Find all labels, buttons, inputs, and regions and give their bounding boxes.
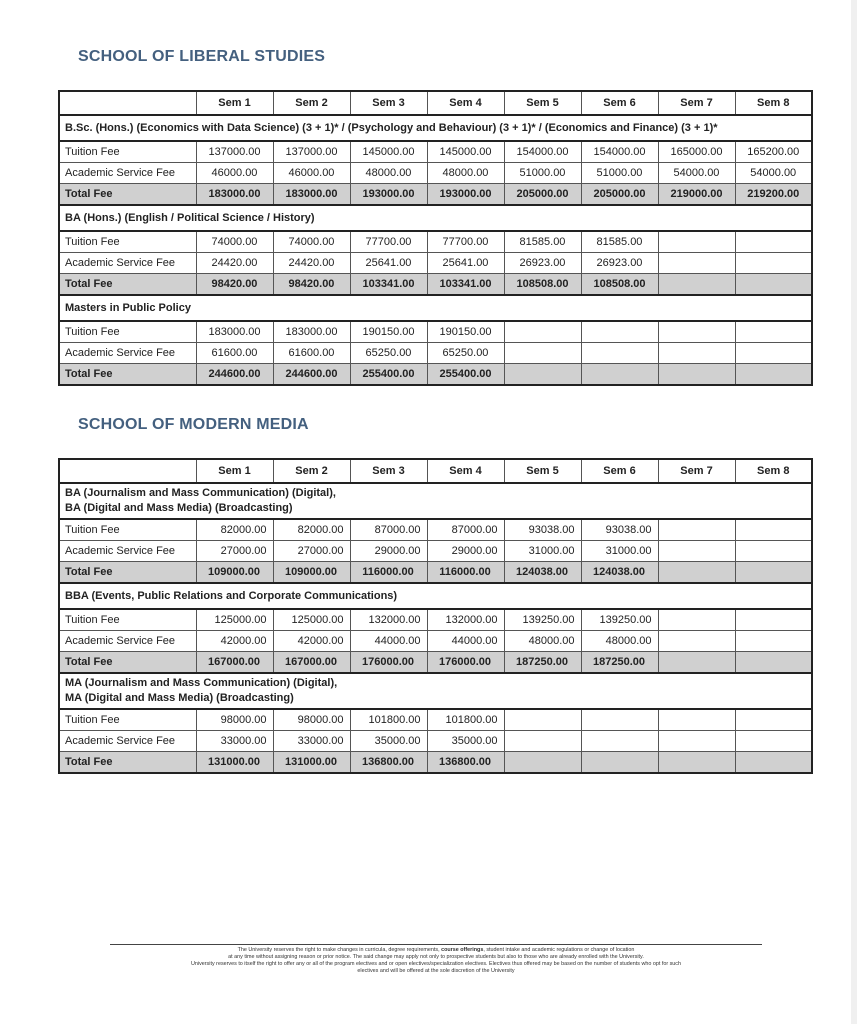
total-cell: 167000.00	[196, 652, 273, 674]
table-header-row	[59, 459, 812, 483]
total-cell	[658, 752, 735, 774]
fee-cell: 48000.00	[504, 631, 581, 652]
fee-cell	[504, 343, 581, 364]
fee-cell: 46000.00	[196, 163, 273, 184]
fee-cell: 24420.00	[273, 253, 350, 274]
fee-cell	[504, 321, 581, 343]
fee-cell: 93038.00	[581, 519, 658, 541]
fee-cell: 139250.00	[504, 609, 581, 631]
fee-cell	[658, 541, 735, 562]
program-row	[59, 583, 812, 609]
tuition-fee-row	[59, 231, 812, 253]
total-cell: 131000.00	[196, 752, 273, 774]
fee-cell: 183000.00	[196, 321, 273, 343]
total-cell	[735, 274, 812, 296]
total-cell: 108508.00	[504, 274, 581, 296]
total-cell	[658, 562, 735, 584]
fee-cell: 139250.00	[581, 609, 658, 631]
row-label: Academic Service Fee	[59, 731, 196, 752]
fee-cell: 165000.00	[658, 141, 735, 163]
fee-cell: 74000.00	[196, 231, 273, 253]
fee-cell: 61600.00	[273, 343, 350, 364]
fee-cell: 137000.00	[196, 141, 273, 163]
fee-cell: 27000.00	[196, 541, 273, 562]
fee-cell	[581, 731, 658, 752]
total-cell: 183000.00	[196, 184, 273, 206]
total-cell	[735, 752, 812, 774]
fee-cell: 81585.00	[504, 231, 581, 253]
fee-cell: 26923.00	[581, 253, 658, 274]
total-cell: 255400.00	[427, 364, 504, 386]
total-cell	[658, 364, 735, 386]
total-cell: 116000.00	[350, 562, 427, 584]
disclaimer-line-2: at any time without assigning reason or prior notice. The said change may apply not only to prospective students but also to those who are already enrolled with the University.	[228, 954, 644, 960]
fee-cell	[658, 343, 735, 364]
header-sem-7: Sem 7	[658, 459, 735, 483]
total-cell: 98420.00	[196, 274, 273, 296]
total-cell: 124038.00	[581, 562, 658, 584]
disclaimer-line-1	[110, 947, 762, 954]
academic-service-fee-row	[59, 731, 812, 752]
total-cell: 136800.00	[427, 752, 504, 774]
fee-cell: 42000.00	[273, 631, 350, 652]
program-name-line-2: BA (Digital and Mass Media) (Broadcasting)	[65, 502, 293, 514]
total-fee-row	[59, 364, 812, 386]
program-name-line-1: BA (Journalism and Mass Communication) (Digital),	[65, 487, 336, 499]
total-cell: 167000.00	[273, 652, 350, 674]
fee-cell	[658, 631, 735, 652]
fee-cell: 42000.00	[196, 631, 273, 652]
fee-cell: 82000.00	[273, 519, 350, 541]
program-name	[59, 673, 812, 709]
total-cell: 193000.00	[427, 184, 504, 206]
header-sem-1: Sem 1	[196, 459, 273, 483]
fee-cell: 48000.00	[427, 163, 504, 184]
program-name-line-2: MA (Digital and Mass Media) (Broadcasting)	[65, 692, 294, 704]
fee-cell	[735, 609, 812, 631]
total-cell	[504, 364, 581, 386]
fee-cell: 132000.00	[427, 609, 504, 631]
header-sem-5: Sem 5	[504, 459, 581, 483]
fee-cell	[735, 321, 812, 343]
fee-cell	[735, 231, 812, 253]
academic-service-fee-row	[59, 343, 812, 364]
program-name	[59, 483, 812, 519]
fee-cell: 44000.00	[427, 631, 504, 652]
fee-cell	[658, 253, 735, 274]
fee-cell	[735, 709, 812, 731]
fee-cell: 137000.00	[273, 141, 350, 163]
row-label: Total Fee	[59, 184, 196, 206]
row-label: Tuition Fee	[59, 321, 196, 343]
fee-cell: 190150.00	[350, 321, 427, 343]
tuition-fee-row	[59, 519, 812, 541]
total-cell: 205000.00	[581, 184, 658, 206]
row-label: Academic Service Fee	[59, 541, 196, 562]
program-name-line-1: MA (Journalism and Mass Communication) (Digital),	[65, 677, 338, 689]
fee-cell	[581, 343, 658, 364]
total-cell: 116000.00	[427, 562, 504, 584]
fee-cell	[735, 253, 812, 274]
total-cell	[735, 652, 812, 674]
row-label: Academic Service Fee	[59, 163, 196, 184]
header-sem-7: Sem 7	[658, 91, 735, 115]
total-cell: 183000.00	[273, 184, 350, 206]
fee-cell: 35000.00	[427, 731, 504, 752]
fee-cell	[504, 709, 581, 731]
tuition-fee-row	[59, 141, 812, 163]
total-cell	[658, 274, 735, 296]
total-cell	[658, 652, 735, 674]
fee-cell: 74000.00	[273, 231, 350, 253]
fee-cell: 65250.00	[427, 343, 504, 364]
program-row	[59, 115, 812, 141]
fee-cell: 125000.00	[196, 609, 273, 631]
row-label: Tuition Fee	[59, 141, 196, 163]
total-cell: 109000.00	[196, 562, 273, 584]
fee-cell: 24420.00	[196, 253, 273, 274]
total-cell: 255400.00	[350, 364, 427, 386]
fee-cell: 31000.00	[581, 541, 658, 562]
disclaimer-text: The University reserves the right to make changes in curricula, degree requirements,	[237, 947, 442, 953]
fee-cell: 54000.00	[735, 163, 812, 184]
total-cell: 187250.00	[504, 652, 581, 674]
total-fee-row	[59, 652, 812, 674]
row-label: Total Fee	[59, 274, 196, 296]
header-sem-3: Sem 3	[350, 459, 427, 483]
table-header-row	[59, 91, 812, 115]
program-name: BA (Hons.) (English / Political Science / History)	[59, 205, 812, 231]
fee-cell: 101800.00	[427, 709, 504, 731]
fee-cell	[735, 631, 812, 652]
fee-cell: 33000.00	[273, 731, 350, 752]
program-name: Masters in Public Policy	[59, 295, 812, 321]
fee-cell	[658, 231, 735, 253]
fee-cell: 51000.00	[504, 163, 581, 184]
total-cell	[735, 364, 812, 386]
total-cell: 193000.00	[350, 184, 427, 206]
total-cell	[735, 562, 812, 584]
page-edge	[851, 0, 857, 1024]
program-name: BBA (Events, Public Relations and Corporate Communications)	[59, 583, 812, 609]
disclaimer-text: , student intake and academic regulations or change of location	[483, 947, 635, 953]
row-label: Total Fee	[59, 562, 196, 584]
row-label: Academic Service Fee	[59, 631, 196, 652]
row-label: Tuition Fee	[59, 519, 196, 541]
row-label: Academic Service Fee	[59, 343, 196, 364]
program-row	[59, 295, 812, 321]
total-cell: 103341.00	[350, 274, 427, 296]
fee-cell: 48000.00	[350, 163, 427, 184]
disclaimer-line-4: electives and will be offered at the sole discretion of the University	[357, 968, 515, 974]
fee-cell: 48000.00	[581, 631, 658, 652]
fee-cell: 35000.00	[350, 731, 427, 752]
fee-cell	[658, 321, 735, 343]
program-row	[59, 205, 812, 231]
header-sem-4: Sem 4	[427, 459, 504, 483]
fee-cell: 98000.00	[273, 709, 350, 731]
fee-cell: 154000.00	[581, 141, 658, 163]
footer-disclaimer	[110, 944, 762, 975]
total-cell: 103341.00	[427, 274, 504, 296]
tuition-fee-row	[59, 609, 812, 631]
header-sem-6: Sem 6	[581, 91, 658, 115]
fee-cell: 165200.00	[735, 141, 812, 163]
fee-cell: 183000.00	[273, 321, 350, 343]
fee-cell: 145000.00	[427, 141, 504, 163]
academic-service-fee-row	[59, 541, 812, 562]
fee-cell: 33000.00	[196, 731, 273, 752]
header-sem-2: Sem 2	[273, 91, 350, 115]
fee-cell: 190150.00	[427, 321, 504, 343]
fee-cell: 54000.00	[658, 163, 735, 184]
total-cell	[581, 752, 658, 774]
program-row	[59, 483, 812, 519]
total-fee-row	[59, 752, 812, 774]
program-row	[59, 673, 812, 709]
fee-cell: 132000.00	[350, 609, 427, 631]
fee-cell: 27000.00	[273, 541, 350, 562]
tuition-fee-row	[59, 709, 812, 731]
header-empty	[59, 91, 196, 115]
row-label: Tuition Fee	[59, 609, 196, 631]
total-cell: 219200.00	[735, 184, 812, 206]
row-label: Academic Service Fee	[59, 253, 196, 274]
fee-cell	[581, 709, 658, 731]
total-cell: 219000.00	[658, 184, 735, 206]
fee-cell: 29000.00	[350, 541, 427, 562]
fee-cell	[504, 731, 581, 752]
fee-cell: 154000.00	[504, 141, 581, 163]
academic-service-fee-row	[59, 631, 812, 652]
disclaimer-bold-text: course offerings	[441, 947, 484, 953]
header-empty	[59, 459, 196, 483]
fee-cell: 77700.00	[427, 231, 504, 253]
total-cell: 244600.00	[273, 364, 350, 386]
fee-cell	[658, 709, 735, 731]
fee-cell	[735, 731, 812, 752]
fee-cell	[658, 731, 735, 752]
total-cell: 205000.00	[504, 184, 581, 206]
total-fee-row	[59, 562, 812, 584]
section-title-modern-media: SCHOOL OF MODERN MEDIA	[78, 416, 309, 433]
fee-cell	[735, 541, 812, 562]
header-sem-5: Sem 5	[504, 91, 581, 115]
row-label: Total Fee	[59, 652, 196, 674]
header-sem-8: Sem 8	[735, 91, 812, 115]
total-cell: 244600.00	[196, 364, 273, 386]
header-sem-2: Sem 2	[273, 459, 350, 483]
disclaimer-line-3: University reserves to itself the right to offer any or all of the program electives and or open electives/specialization electives. Electives thus offered may be based on the number of students who opt for such	[190, 961, 681, 967]
academic-service-fee-row	[59, 163, 812, 184]
total-cell	[581, 364, 658, 386]
program-name: B.Sc. (Hons.) (Economics with Data Science) (3 + 1)* / (Psychology and Behaviour) (3 + 1)* / (Economics and Finance) (3 + 1)*	[59, 115, 812, 141]
fee-cell	[581, 321, 658, 343]
row-label: Total Fee	[59, 364, 196, 386]
fee-cell: 25641.00	[350, 253, 427, 274]
header-sem-1: Sem 1	[196, 91, 273, 115]
fee-cell	[658, 609, 735, 631]
header-sem-6: Sem 6	[581, 459, 658, 483]
fee-cell: 81585.00	[581, 231, 658, 253]
total-cell: 98420.00	[273, 274, 350, 296]
fee-cell: 98000.00	[196, 709, 273, 731]
total-cell: 187250.00	[581, 652, 658, 674]
fee-cell: 101800.00	[350, 709, 427, 731]
row-label: Total Fee	[59, 752, 196, 774]
fee-cell: 87000.00	[350, 519, 427, 541]
total-cell: 109000.00	[273, 562, 350, 584]
total-cell: 124038.00	[504, 562, 581, 584]
fee-cell: 44000.00	[350, 631, 427, 652]
fee-cell	[658, 519, 735, 541]
fee-cell: 77700.00	[350, 231, 427, 253]
fee-cell: 145000.00	[350, 141, 427, 163]
fee-cell: 87000.00	[427, 519, 504, 541]
modern-media-fee-table	[58, 458, 813, 774]
header-sem-4: Sem 4	[427, 91, 504, 115]
total-cell: 136800.00	[350, 752, 427, 774]
section-title-liberal-studies: SCHOOL OF LIBERAL STUDIES	[78, 48, 326, 65]
header-sem-3: Sem 3	[350, 91, 427, 115]
academic-service-fee-row	[59, 253, 812, 274]
row-label: Tuition Fee	[59, 709, 196, 731]
fee-cell: 26923.00	[504, 253, 581, 274]
fee-cell	[735, 519, 812, 541]
fee-cell	[735, 343, 812, 364]
fee-cell: 25641.00	[427, 253, 504, 274]
total-cell	[504, 752, 581, 774]
fee-cell: 51000.00	[581, 163, 658, 184]
fee-cell: 65250.00	[350, 343, 427, 364]
fee-cell: 93038.00	[504, 519, 581, 541]
row-label: Tuition Fee	[59, 231, 196, 253]
total-fee-row	[59, 274, 812, 296]
total-cell: 131000.00	[273, 752, 350, 774]
fee-cell: 46000.00	[273, 163, 350, 184]
total-cell: 176000.00	[350, 652, 427, 674]
header-sem-8: Sem 8	[735, 459, 812, 483]
fee-cell: 29000.00	[427, 541, 504, 562]
liberal-studies-fee-table	[58, 90, 813, 386]
tuition-fee-row	[59, 321, 812, 343]
fee-cell: 125000.00	[273, 609, 350, 631]
fee-cell: 61600.00	[196, 343, 273, 364]
total-cell: 176000.00	[427, 652, 504, 674]
total-cell: 108508.00	[581, 274, 658, 296]
fee-cell: 31000.00	[504, 541, 581, 562]
fee-cell: 82000.00	[196, 519, 273, 541]
total-fee-row	[59, 184, 812, 206]
